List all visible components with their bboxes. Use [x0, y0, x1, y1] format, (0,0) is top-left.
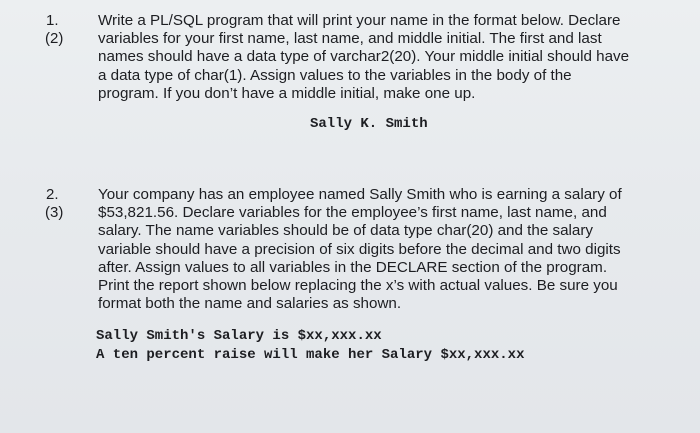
question-2-points: (3) — [45, 204, 64, 221]
question-1-line: a data type of char(1). Assign values to the variables in the body of the — [98, 66, 572, 84]
question-1-text — [98, 12, 658, 103]
question-1-example-output: Sally K. Smith — [310, 116, 428, 132]
question-1-number: 1. — [46, 12, 59, 29]
question-2-line: Print the report shown below replacing the x’s with actual values. Be sure you — [98, 277, 618, 295]
question-2-text — [98, 186, 658, 313]
question-1-line: program. If you don’t have a middle initial, make one up. — [98, 84, 476, 102]
question-2-line: Your company has an employee named Sally Smith who is earning a salary of — [98, 186, 622, 203]
question-2-line: after. Assign values to all variables in the DECLARE section of the program. — [98, 258, 608, 276]
question-1-line: Write a PL/SQL program that will print your name in the format below. Declare — [98, 12, 621, 29]
question-2-output-line-2: A ten percent raise will make her Salary $xx,xxx.xx — [96, 347, 525, 363]
question-1-line: variables for your first name, last name, and middle initial. The first and last — [98, 30, 602, 48]
question-2-line: salary. The name variables should be of data type char(20) and the salary — [98, 222, 594, 240]
question-2-output-line-1: Sally Smith's Salary is $xx,xxx.xx — [96, 328, 382, 344]
question-2-line: $53,821.56. Declare variables for the employee’s first name, last name, and — [98, 204, 607, 222]
question-2-number: 2. — [46, 186, 59, 203]
question-1-points: (2) — [45, 30, 64, 47]
question-2-line: variable should have a precision of six digits before the decimal and two digits — [98, 240, 621, 258]
question-2-line: format both the name and salaries as shown. — [98, 295, 402, 313]
question-1-line: names should have a data type of varchar2(20). Your middle initial should have — [98, 48, 630, 66]
